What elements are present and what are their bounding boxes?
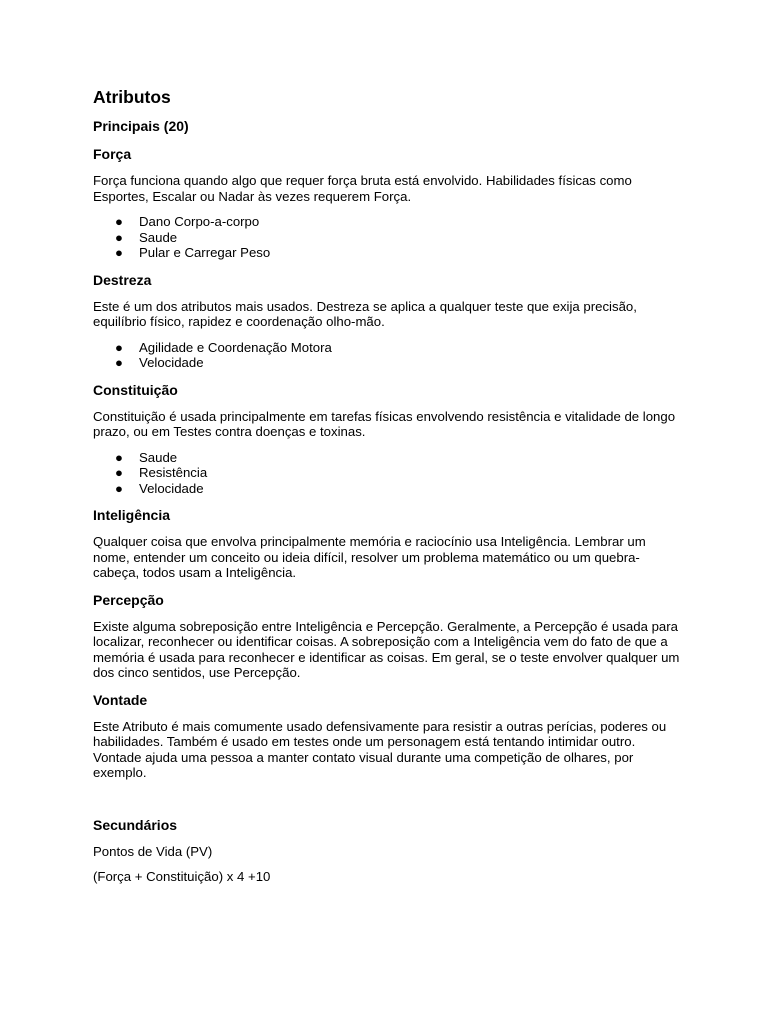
bullet-icon: ● xyxy=(115,229,123,245)
list-item-label: Saude xyxy=(139,229,178,245)
section-spacer xyxy=(93,791,683,816)
secundarios-heading: Secundários xyxy=(93,816,178,833)
forca-bullet-list xyxy=(93,214,683,261)
inteligencia-heading: Inteligência xyxy=(93,507,171,523)
forca-heading: Força xyxy=(93,146,132,162)
list-item-label: Velocidade xyxy=(139,480,204,496)
list-item-label: Pular e Carregar Peso xyxy=(139,245,271,260)
list-item-label: Dano Corpo-a-corpo xyxy=(139,214,260,229)
bullet-icon: ● xyxy=(115,465,123,480)
constituicao-heading: Constituição xyxy=(93,381,178,398)
bullet-icon: ● xyxy=(115,480,123,496)
bullet-icon: ● xyxy=(115,245,123,260)
document-title: Atributos xyxy=(93,87,171,107)
forca-text: Força funciona quando algo que requer força bruta está envolvido. Habilidades físicas como Esportes, Escalar ou Nadar às vezes requerem Força. xyxy=(93,173,632,204)
destreza-heading: Destreza xyxy=(93,271,152,288)
list-item xyxy=(93,214,683,230)
bullet-icon: ● xyxy=(115,339,123,355)
vontade-heading: Vontade xyxy=(93,691,148,708)
list-item xyxy=(93,481,683,497)
pontos-de-vida-formula: (Força + Constituição) x 4 +10 xyxy=(93,869,271,884)
vontade-text: Este Atributo é mais comumente usado defensivamente para resistir a outras perícias, poderes ou habilidades. Também é usado em testes onde um personagem está tentando intimidar outro. Vontade ajuda uma pessoa a manter contato visual durante uma competição de olhares, por exemplo. xyxy=(93,718,667,780)
percepcao-text: Existe alguma sobreposição entre Inteligência e Percepção. Geralmente, a Percepção é usada para localizar, reconhecer ou identificar coisas. A sobreposição com a Inteligência vem do fato de que a memória é usada para reconhecer e identificar as coisas. Em geral, se o teste envolver qualquer um dos cinco sentidos, use Percepção. xyxy=(93,618,680,680)
list-item xyxy=(93,355,683,371)
list-item-label: Velocidade xyxy=(139,355,204,370)
list-item-label: Agilidade e Coordenação Motora xyxy=(139,339,332,355)
list-item xyxy=(93,450,683,466)
destreza-bullet-list xyxy=(93,340,683,371)
percepcao-heading: Percepção xyxy=(93,591,164,608)
list-item-label: Saude xyxy=(139,449,178,465)
bullet-icon: ● xyxy=(115,449,123,465)
destreza-text: Este é um dos atributos mais usados. Destreza se aplica a qualquer teste que exija precisão, equilíbrio físico, rapidez e coordenação olho-mão. xyxy=(93,298,637,329)
inteligencia-text: Qualquer coisa que envolva principalmente memória e raciocínio usa Inteligência. Lembrar um nome, entender um conceito ou ideia difícil, resolver um problema matemático ou um quebra-cabeça, todos usam a Inteligência. xyxy=(93,534,646,580)
pontos-de-vida-label: Pontos de Vida (PV) xyxy=(93,843,213,859)
list-item xyxy=(93,340,683,356)
list-item xyxy=(93,230,683,246)
bullet-icon: ● xyxy=(115,355,123,370)
list-item xyxy=(93,245,683,261)
constituicao-text: Constituição é usada principalmente em tarefas físicas envolvendo resistência e vitalidade de longo prazo, ou em Testes contra doenças e toxinas. xyxy=(93,408,676,439)
document-page xyxy=(93,86,683,895)
principais-heading: Principais (20) xyxy=(93,118,189,134)
constituicao-bullet-list xyxy=(93,450,683,497)
list-item-label: Resistência xyxy=(139,465,208,480)
list-item xyxy=(93,465,683,481)
bullet-icon: ● xyxy=(115,214,123,229)
